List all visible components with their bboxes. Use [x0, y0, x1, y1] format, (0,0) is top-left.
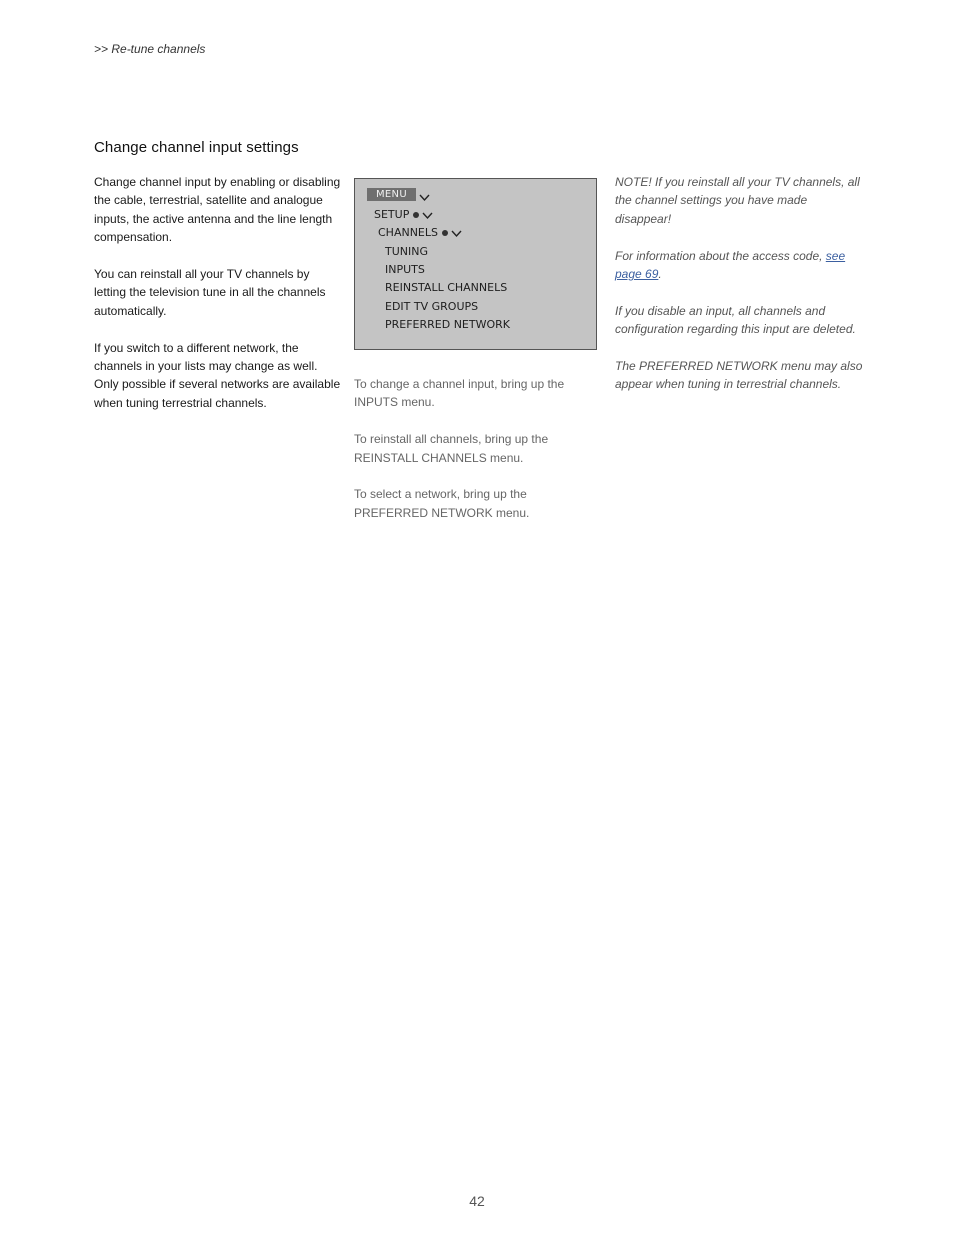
- left-column: [94, 173, 342, 431]
- reinstall-paragraph: You can reinstall all your TV channels by letting the television tune in all the channels automatically.: [94, 267, 326, 318]
- network-instruction: To select a network, bring up the PREFERRED NETWORK menu.: [354, 487, 530, 520]
- access-code-text: For information about the access code,: [615, 248, 826, 263]
- channels-label: CHANNELS: [378, 226, 438, 239]
- middle-column: [354, 375, 594, 541]
- chevron-down-icon: [419, 194, 430, 202]
- preferred-network-note: The PREFERRED NETWORK menu may also appear when tuning in terrestrial channels.: [615, 359, 863, 392]
- selection-dot-icon: [413, 212, 419, 218]
- reinstall-instruction: To reinstall all channels, bring up the REINSTALL CHANNELS menu.: [354, 432, 549, 465]
- see-page-69-link[interactable]: see page 69: [615, 248, 846, 282]
- menu-row: [367, 186, 430, 202]
- channels-row: [378, 226, 462, 239]
- section-title: Change channel input settings: [94, 139, 299, 156]
- intro-paragraph: Change channel input by enabling or disabling the cable, terrestrial, satellite and analogue inputs, the active antenna and the line length compensation.: [94, 175, 341, 245]
- menu-item-preferred-network: PREFERRED NETWORK: [385, 318, 510, 331]
- setup-label: SETUP: [374, 208, 410, 221]
- chevron-down-icon: [451, 230, 462, 238]
- reinstall-note: NOTE! If you reinstall all your TV channels, all the channel settings you have made disappear!: [615, 175, 860, 226]
- menu-tag: MENU: [367, 188, 416, 201]
- disable-input-note: If you disable an input, all channels and configuration regarding this input are deleted.: [615, 303, 856, 337]
- right-column: [615, 173, 865, 412]
- access-code-note: [615, 247, 865, 284]
- setup-row: [374, 208, 433, 221]
- page-number: 42: [469, 1193, 485, 1209]
- menu-item-inputs: INPUTS: [385, 263, 425, 276]
- inputs-instruction: To change a channel input, bring up the INPUTS menu.: [354, 377, 565, 410]
- menu-item-edit-tv-groups: EDIT TV GROUPS: [385, 300, 479, 313]
- breadcrumb: >> Re-tune channels: [94, 42, 206, 56]
- menu-diagram: [354, 178, 597, 350]
- access-code-suffix: .: [658, 267, 662, 282]
- menu-item-tuning: TUNING: [385, 245, 428, 258]
- menu-item-reinstall-channels: REINSTALL CHANNELS: [385, 281, 508, 294]
- chevron-down-icon: [422, 212, 433, 220]
- network-paragraph: If you switch to a different network, the channels in your lists may change as well. Only possible if several networks are available when tuning terrestrial channels.: [94, 340, 341, 410]
- selection-dot-icon: [442, 230, 448, 236]
